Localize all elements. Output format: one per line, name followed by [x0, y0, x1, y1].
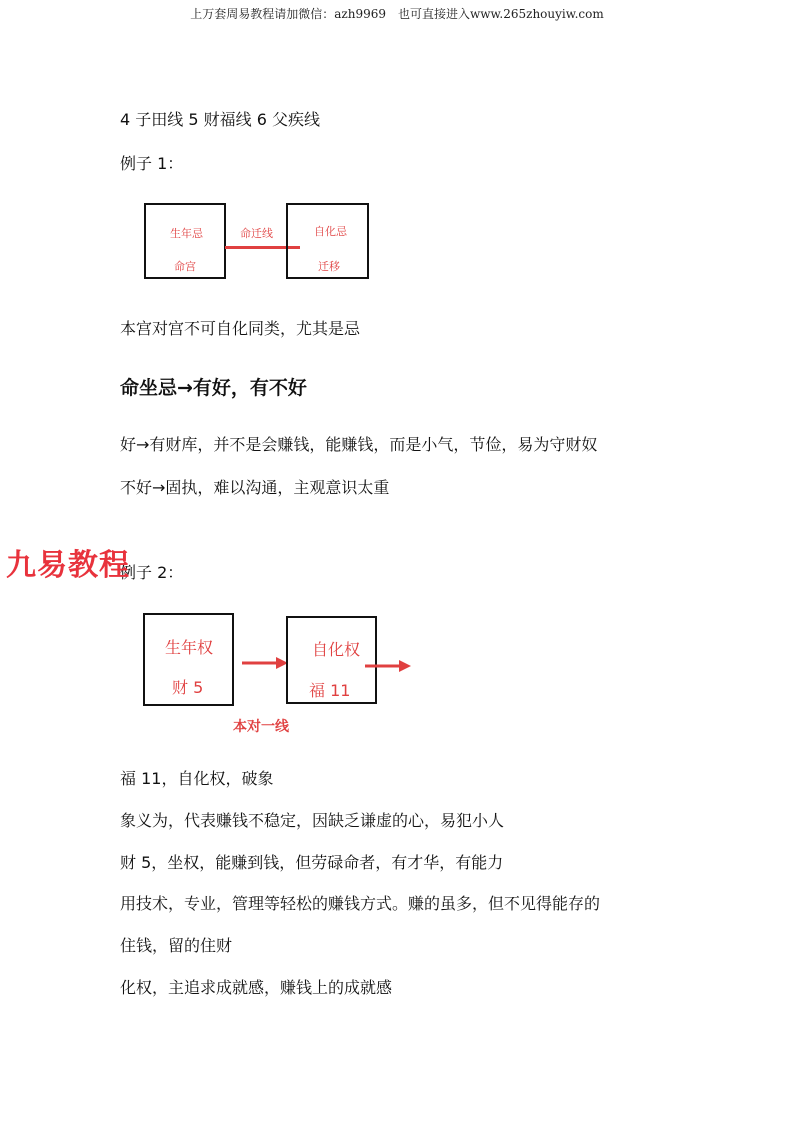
diagram2-right-bottom: 福 11 [309, 681, 351, 700]
diagram2-right-top: 自化权 [312, 640, 361, 659]
watermark-logo: 九易教程 [6, 548, 130, 583]
diagram2-left-bottom: 财 5 [172, 678, 204, 697]
good-line: 好→有财库，并不是会赚钱，能赚钱，而是小气，节俭，易为守财奴 [120, 435, 598, 454]
body-line-6: 化权，主追求成就感，赚钱上的成就感 [120, 978, 393, 997]
diagram2-arrow-2 [365, 658, 413, 674]
body-line-1: 福 11，自化权，破象 [120, 769, 274, 788]
diagram1-right-bottom: 迁移 [318, 260, 340, 273]
diagram2-caption: 本对一线 [233, 719, 289, 735]
body-line-5: 住钱，留的住财 [120, 936, 233, 955]
section-heading: 命坐忌→有好，有不好 [120, 377, 307, 399]
diagram1-connector-label: 命迁线 [240, 227, 273, 240]
line-title: 4 子田线 5 财福线 6 父疾线 [120, 110, 320, 129]
example1-label: 例子 1： [120, 154, 184, 173]
diagram1-right-top: 自化忌 [314, 225, 347, 238]
bad-line: 不好→固执，难以沟通，主观意识太重 [120, 478, 390, 497]
example2-label: 例子 2： [120, 563, 184, 582]
diagram2-left-top: 生年权 [165, 638, 214, 657]
note-1: 本宫对宫不可自化同类，尤其是忌 [120, 319, 361, 338]
page-header: 上万套周易教程请加微信：azh9969 也可直接进入www.265zhouyiw.com [190, 7, 604, 21]
diagram2-arrow-1 [240, 655, 290, 671]
diagram1-left-bottom: 命宫 [174, 260, 196, 273]
diagram1-left-top: 生年忌 [170, 227, 203, 240]
body-line-4: 用技术，专业，管理等轻松的赚钱方式。赚的虽多，但不见得能存的 [120, 894, 601, 913]
body-line-3: 财 5，坐权，能赚到钱，但劳碌命者，有才华，有能力 [120, 853, 504, 872]
body-line-2: 象义为，代表赚钱不稳定，因缺乏谦虚的心，易犯小人 [120, 811, 505, 830]
